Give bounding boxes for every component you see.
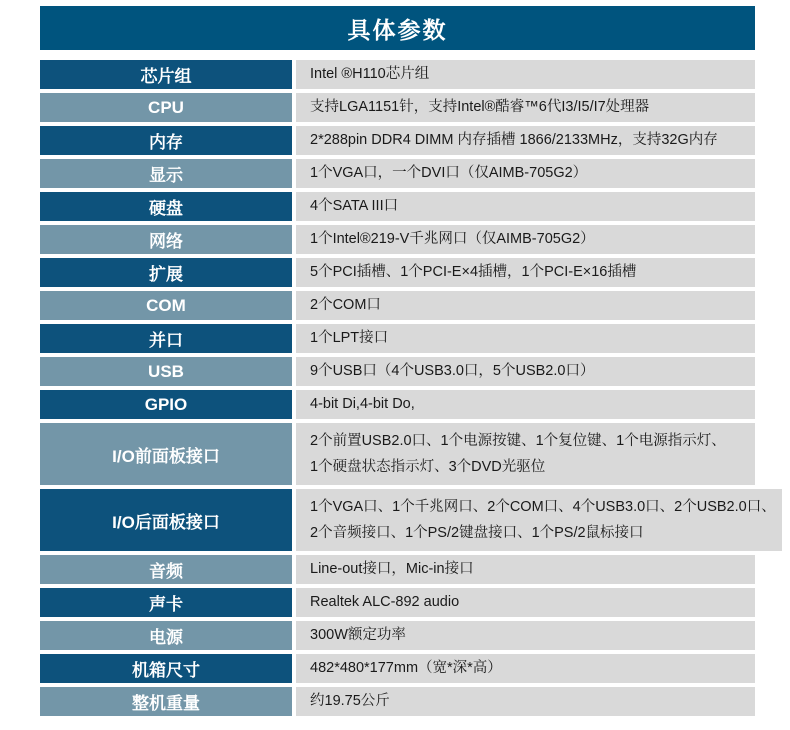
row-label: 声卡 — [40, 588, 292, 617]
row-label: 扩展 — [40, 258, 292, 287]
value-line: 300W额定功率 — [310, 627, 406, 643]
value-line: 2个音频接口、1个PS/2键盘接口、1个PS/2鼠标接口 — [310, 524, 644, 541]
row-label: 音频 — [40, 555, 292, 584]
row-label: 芯片组 — [40, 60, 292, 89]
page-title: 具体参数 — [347, 16, 448, 43]
value-line: 1个VGA口，一个DVI口（仅AIMB-705G2） — [310, 165, 588, 181]
table-row — [40, 225, 755, 254]
value-line: 9个USB口（4个USB3.0口，5个USB2.0口） — [310, 363, 595, 379]
value-line: 4-bit Di,4-bit Do, — [310, 396, 415, 412]
row-value — [296, 390, 755, 419]
value-line: 1个VGA口、1个千兆网口、2个COM口、4个USB3.0口、2个USB2.0口、 — [310, 498, 776, 515]
table-row — [40, 654, 755, 683]
row-value — [296, 93, 755, 122]
table-row — [40, 357, 755, 386]
value-line: 4个SATA III口 — [310, 198, 399, 214]
row-value — [296, 225, 755, 254]
row-label: 硬盘 — [40, 192, 292, 221]
value-line: 约19.75公斤 — [310, 693, 390, 709]
row-value — [296, 291, 755, 320]
row-value — [296, 159, 755, 188]
row-value — [296, 60, 755, 89]
value-line: 2*288pin DDR4 DIMM 内存插槽 1866/2133MHz，支持32G内存 — [310, 132, 718, 148]
row-label: 电源 — [40, 621, 292, 650]
row-value — [296, 555, 755, 584]
table-row — [40, 192, 755, 221]
row-label: COM — [40, 291, 292, 320]
table-row — [40, 588, 755, 617]
row-value — [296, 423, 755, 485]
row-label: I/O前面板接口 — [40, 423, 292, 485]
value-line: 5个PCI插槽、1个PCI-E×4插槽，1个PCI-E×16插槽 — [310, 264, 637, 280]
table-row — [40, 687, 755, 716]
row-label: CPU — [40, 93, 292, 122]
value-line: Intel ®H110芯片组 — [310, 66, 430, 82]
value-line: 1个LPT接口 — [310, 330, 389, 346]
table-row — [40, 423, 755, 485]
row-label: 机箱尺寸 — [40, 654, 292, 683]
table-row — [40, 258, 755, 287]
row-label: 显示 — [40, 159, 292, 188]
table-row — [40, 621, 755, 650]
row-label: USB — [40, 357, 292, 386]
row-value — [296, 192, 755, 221]
table-row — [40, 390, 755, 419]
row-value — [296, 687, 755, 716]
value-line: 1个Intel®219-V千兆网口（仅AIMB-705G2） — [310, 231, 595, 247]
row-value — [296, 258, 755, 287]
table-row — [40, 60, 755, 89]
row-value — [296, 324, 755, 353]
row-value — [296, 654, 755, 683]
table-row — [40, 291, 755, 320]
row-label: 并口 — [40, 324, 292, 353]
value-line: Realtek ALC-892 audio — [310, 594, 460, 610]
table-row — [40, 126, 755, 155]
row-label: 网络 — [40, 225, 292, 254]
value-line: 2个COM口 — [310, 297, 381, 313]
table-row — [40, 555, 755, 584]
row-value — [296, 126, 755, 155]
row-label: 内存 — [40, 126, 292, 155]
table-row — [40, 324, 755, 353]
row-value — [296, 489, 782, 551]
row-value — [296, 357, 755, 386]
spec-table — [40, 60, 776, 716]
value-line: 1个硬盘状态指示灯、3个DVD光驱位 — [310, 458, 546, 475]
table-row — [40, 489, 776, 551]
value-line: 支持LGA1151针，支持Intel®酷睿™6代I3/I5/I7处理器 — [310, 99, 650, 115]
row-label: GPIO — [40, 390, 292, 419]
table-row — [40, 93, 755, 122]
row-value — [296, 588, 755, 617]
row-value — [296, 621, 755, 650]
value-line: Line-out接口，Mic-in接口 — [310, 561, 474, 577]
value-line: 2个前置USB2.0口、1个电源按键、1个复位键、1个电源指示灯、 — [310, 432, 726, 449]
row-label: I/O后面板接口 — [40, 489, 292, 551]
row-label: 整机重量 — [40, 687, 292, 716]
table-row — [40, 159, 755, 188]
title-bar — [40, 6, 755, 50]
value-line: 482*480*177mm（宽*深*高） — [310, 660, 502, 676]
